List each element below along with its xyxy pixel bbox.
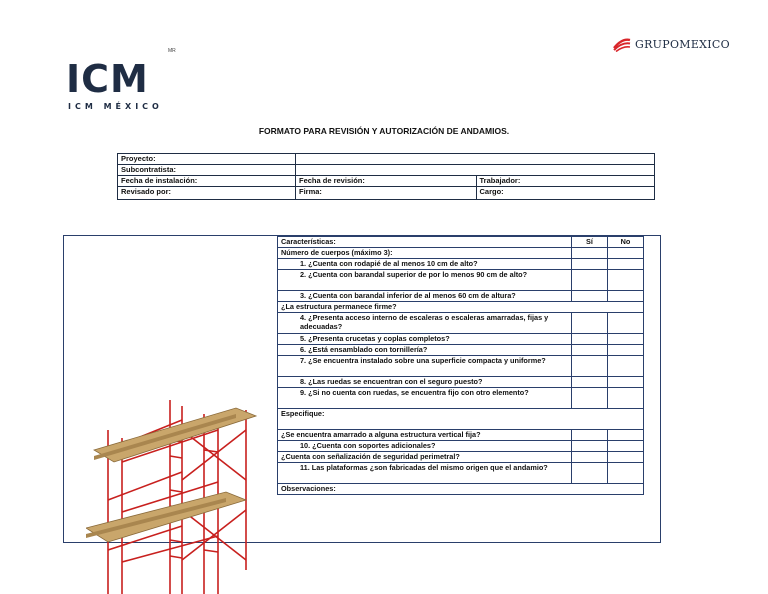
table-row bbox=[278, 270, 644, 291]
checklist-item-text: 10. ¿Cuenta con soportes adicionales? bbox=[278, 441, 572, 452]
no-cell[interactable] bbox=[608, 377, 644, 388]
si-cell[interactable] bbox=[572, 452, 608, 463]
si-cell[interactable] bbox=[572, 334, 608, 345]
fecha-instalacion-label: Fecha de instalación: bbox=[118, 176, 296, 187]
si-cell[interactable] bbox=[572, 356, 608, 377]
subcontratista-field[interactable] bbox=[296, 165, 655, 176]
scaffold-illustration bbox=[86, 390, 266, 594]
si-cell[interactable] bbox=[572, 441, 608, 452]
proyecto-field[interactable] bbox=[296, 154, 655, 165]
table-row bbox=[118, 154, 655, 165]
table-row bbox=[118, 176, 655, 187]
icm-logo-trademark: MR bbox=[168, 48, 176, 54]
table-row bbox=[278, 409, 644, 430]
no-cell[interactable] bbox=[608, 463, 644, 484]
no-cell[interactable] bbox=[608, 356, 644, 377]
checklist-header-row bbox=[278, 237, 644, 248]
checklist-item-text: ¿Cuenta con señalización de seguridad perimetral? bbox=[278, 452, 572, 463]
table-row bbox=[118, 165, 655, 176]
no-cell[interactable] bbox=[608, 248, 644, 259]
firma-label: Firma: bbox=[296, 187, 477, 200]
table-row bbox=[278, 291, 644, 302]
table-row bbox=[278, 484, 644, 495]
no-header: No bbox=[608, 237, 644, 248]
checklist-table bbox=[277, 236, 644, 495]
caracteristicas-header: Características: bbox=[278, 237, 572, 248]
checklist-item-text: 2. ¿Cuenta con barandal superior de por lo menos 90 cm de alto? bbox=[278, 270, 572, 291]
table-row bbox=[278, 334, 644, 345]
page-title: FORMATO PARA REVISIÓN Y AUTORIZACIÓN DE ANDAMIOS. bbox=[258, 126, 510, 136]
no-cell[interactable] bbox=[608, 388, 644, 409]
checklist-item-text: 9. ¿Si no cuenta con ruedas, se encuentra fijo con otro elemento? bbox=[278, 388, 572, 409]
icm-logo-subtitle: ICM MÉXICO bbox=[68, 102, 163, 111]
checklist-item-text: 3. ¿Cuenta con barandal inferior de al menos 60 cm de altura? bbox=[278, 291, 572, 302]
no-cell[interactable] bbox=[608, 259, 644, 270]
no-cell[interactable] bbox=[608, 452, 644, 463]
no-cell[interactable] bbox=[608, 345, 644, 356]
table-row bbox=[278, 345, 644, 356]
si-cell[interactable] bbox=[572, 388, 608, 409]
checklist-item-text: 8. ¿Las ruedas se encuentran con el seguro puesto? bbox=[278, 377, 572, 388]
table-row bbox=[278, 356, 644, 377]
table-row bbox=[278, 313, 644, 334]
si-cell[interactable] bbox=[572, 313, 608, 334]
checklist-item-text: 5. ¿Presenta crucetas y coplas completos? bbox=[278, 334, 572, 345]
si-cell[interactable] bbox=[572, 463, 608, 484]
table-row bbox=[278, 259, 644, 270]
table-row bbox=[118, 187, 655, 200]
proyecto-label: Proyecto: bbox=[118, 154, 296, 165]
checklist-item-text: 6. ¿Está ensamblado con tornillería? bbox=[278, 345, 572, 356]
observaciones-field[interactable]: Observaciones: bbox=[278, 484, 644, 495]
no-cell[interactable] bbox=[608, 334, 644, 345]
checklist-item-text: 11. Las plataformas ¿son fabricadas del mismo origen que el andamio? bbox=[278, 463, 572, 484]
grupo-mexico-logo bbox=[612, 34, 730, 54]
table-row bbox=[278, 430, 644, 441]
no-cell[interactable] bbox=[608, 291, 644, 302]
si-cell[interactable] bbox=[572, 259, 608, 270]
checklist-item-text: 7. ¿Se encuentra instalado sobre una superficie compacta y uniforme? bbox=[278, 356, 572, 377]
grupo-mexico-wordmark: GRUPOMEXICO bbox=[635, 37, 730, 51]
si-cell[interactable] bbox=[572, 291, 608, 302]
subcontratista-label: Subcontratista: bbox=[118, 165, 296, 176]
table-row bbox=[278, 248, 644, 259]
checklist-item-text: 1. ¿Cuenta con rodapié de al menos 10 cm de alto? bbox=[278, 259, 572, 270]
table-row bbox=[278, 388, 644, 409]
especifique-field[interactable]: Especifique: bbox=[278, 409, 644, 430]
table-row bbox=[278, 463, 644, 484]
si-cell[interactable] bbox=[572, 248, 608, 259]
no-cell[interactable] bbox=[608, 313, 644, 334]
si-cell[interactable] bbox=[572, 270, 608, 291]
table-row bbox=[278, 441, 644, 452]
table-row bbox=[278, 302, 644, 313]
checklist-item-text: 4. ¿Presenta acceso interno de escaleras o escaleras amarradas, fijas y adecuadas? bbox=[278, 313, 572, 334]
si-header: Sí bbox=[572, 237, 608, 248]
project-info-table bbox=[117, 153, 655, 200]
checklist-item-text: ¿Se encuentra amarrado a alguna estructura vertical fija? bbox=[278, 430, 572, 441]
fecha-revision-label: Fecha de revisión: bbox=[296, 176, 477, 187]
checklist-section-text: ¿La estructura permanece firme? bbox=[278, 302, 644, 313]
table-row bbox=[278, 452, 644, 463]
table-row bbox=[278, 377, 644, 388]
no-cell[interactable] bbox=[608, 430, 644, 441]
icm-logo-word: ICM bbox=[66, 57, 149, 101]
si-cell[interactable] bbox=[572, 345, 608, 356]
icm-logo bbox=[66, 48, 178, 112]
no-cell[interactable] bbox=[608, 270, 644, 291]
checklist-item-text: Número de cuerpos (máximo 3): bbox=[278, 248, 572, 259]
si-cell[interactable] bbox=[572, 430, 608, 441]
grupo-mexico-emblem-icon bbox=[612, 36, 632, 52]
no-cell[interactable] bbox=[608, 441, 644, 452]
cargo-label: Cargo: bbox=[476, 187, 655, 200]
si-cell[interactable] bbox=[572, 377, 608, 388]
trabajador-label: Trabajador: bbox=[476, 176, 655, 187]
revisado-por-label: Revisado por: bbox=[118, 187, 296, 200]
